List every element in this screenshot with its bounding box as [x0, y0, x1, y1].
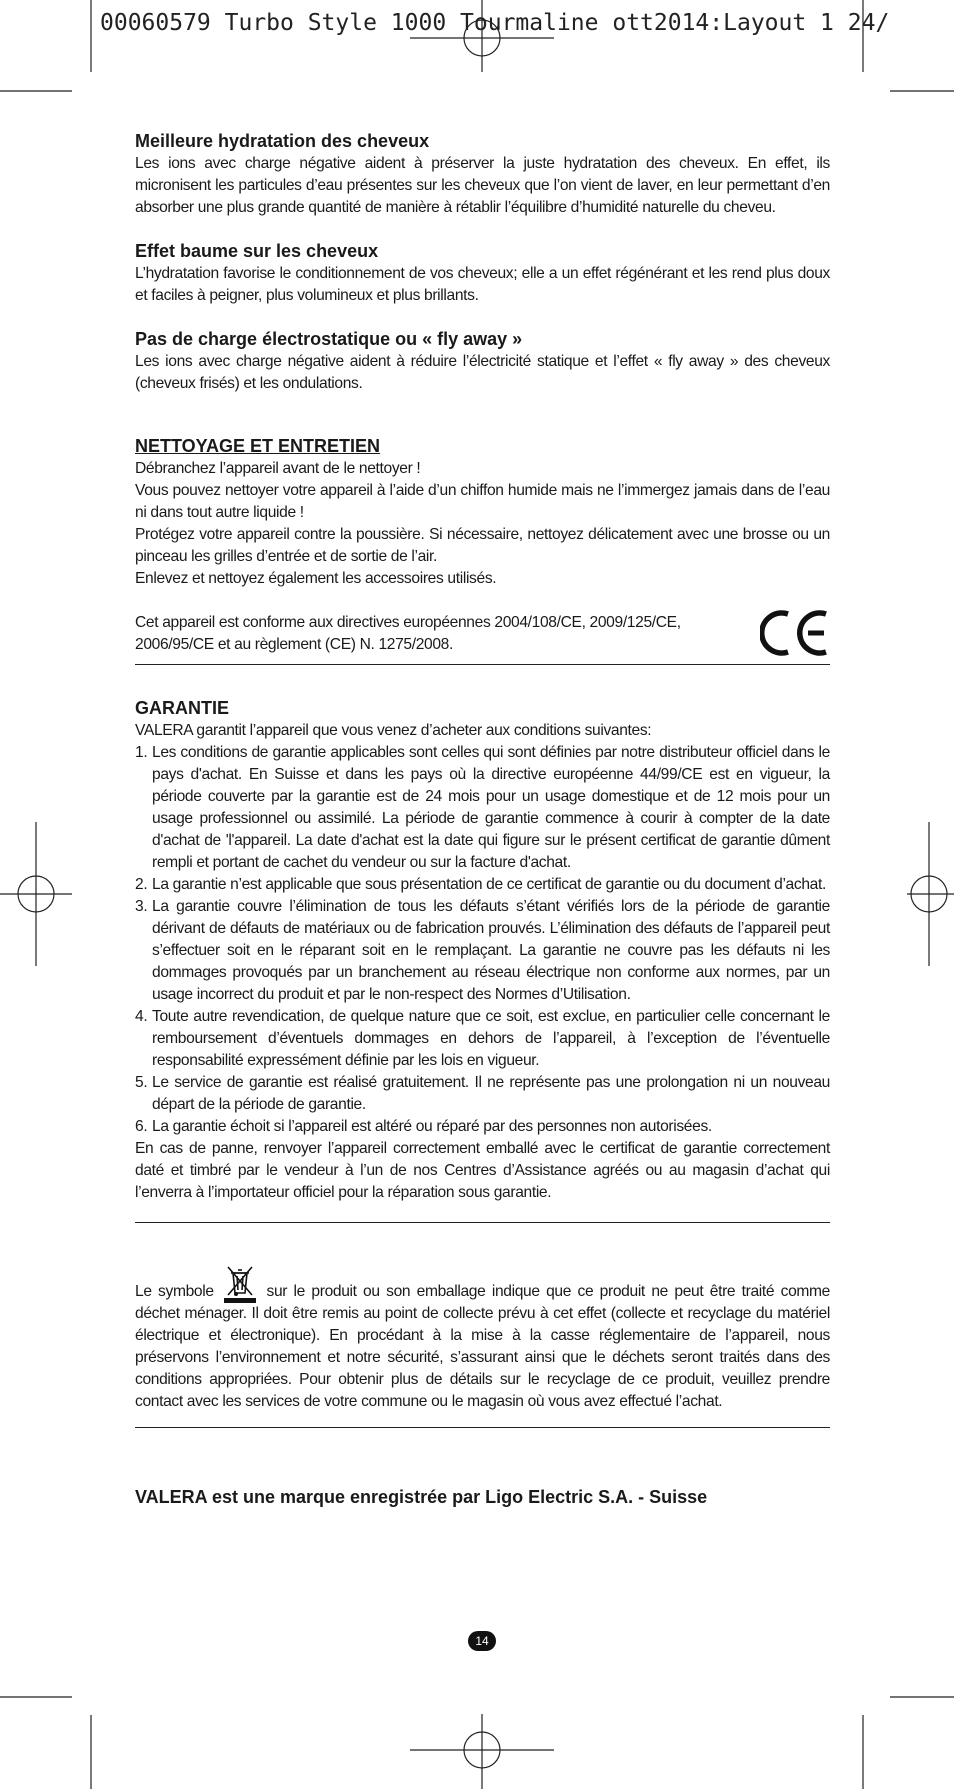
section-text: L’hydratation favorise le conditionnement de vos cheveux; elle a un effet régénérant et les rend plus doux et faciles à peigner, plus volumineux et plus brillants.	[135, 265, 830, 304]
section-text: Les ions avec charge négative aident à réduire l’électricité statique et l’effet « fly away » des cheveux (cheveux frisés) et les ondulations.	[135, 353, 830, 392]
brand-trademark-line: VALERA est une marque enregistrée par Ligo Electric S.A. - Suisse	[135, 1487, 708, 1507]
section-hydration	[135, 130, 830, 219]
document-body	[135, 130, 830, 1509]
section-static	[135, 328, 830, 395]
list-number: 5.	[135, 1074, 148, 1091]
crossed-bin-icon	[222, 1263, 258, 1303]
list-text: La garantie couvre l’élimination de tous les défauts s’étant vérifiés lors de la période de garantie dérivant de défauts de matériaux ou de fabrication prouvés. L’élimination des défauts de l’appareil peut s’effectuer soit en le réparant soit en le remplaçant. La garantie ne couvre pas les défauts ni les dommages provoqués par un branchement au réseau électrique non conforme aux normes, par un usage incorrect du produit et par le non-respect des Normes d’Utilisation.	[152, 898, 830, 1003]
list-item	[135, 742, 830, 874]
divider	[135, 664, 830, 665]
cleaning-line: Enlevez et nettoyez également les accessoires utilisés.	[135, 570, 497, 587]
section-title: Meilleure hydratation des cheveux	[135, 131, 430, 151]
list-item	[135, 1072, 830, 1116]
section-title: GARANTIE	[135, 698, 229, 718]
list-number: 1.	[135, 744, 148, 761]
section-title: Effet baume sur les cheveux	[135, 241, 379, 261]
section-text: Les ions avec charge négative aident à préserver la juste hydratation des cheveux. En effet, ils micronisent les particules d’eau présentes sur les cheveux que l’on vient de laver, en leur permettant d’en absorber une plus grande quantité de manière à rétablir l’équilibre d’humidité naturelle du cheveu.	[135, 155, 830, 216]
list-item	[135, 874, 830, 896]
registration-mark-bottom	[410, 1714, 554, 1789]
section-warranty	[135, 697, 830, 1204]
list-item	[135, 1116, 830, 1138]
list-text: La garantie n’est applicable que sous présentation de ce certificat de garantie ou du document d’achat.	[152, 876, 826, 893]
list-text: Toute autre revendication, de quelque nature que ce soit, est exclue, en particulier celle concernant le remboursement d’éventuels dommages en dehors de l’appareil, à l’exception de l’éventuelle responsabilité expressément définie par les lois en vigueur.	[152, 1008, 830, 1069]
section-weee	[135, 1222, 830, 1428]
section-title: Pas de charge électrostatique ou « fly away »	[135, 329, 523, 349]
cleaning-line: Vous pouvez nettoyer votre appareil à l’aide d’un chiffon humide mais ne l’immergez jamais dans de l’eau ni dans tout autre liquide !	[135, 482, 830, 521]
registration-mark-left	[0, 822, 72, 966]
list-item	[135, 1006, 830, 1072]
list-text: Les conditions de garantie applicables sont celles qui sont définies par notre distributeur officiel dans le pays d'achat. En Suisse et dans les pays où la directive européenne 44/99/CE est en vigueur, la période couverte par la garantie est de 24 mois pour un usage domestique et de 12 mois pour un usage professionnel ou assimilé. La période de garantie commence à courir à compter de la date d'achat de 'l'appareil. La date d'achat est la date qui figure sur le présent certificat de garantie dûment rempli et portant de cachet du vendeur ou sur la facture d'achat.	[152, 744, 830, 871]
list-text: Le service de garantie est réalisé gratuitement. Il ne représente pas une prolongation ni un nouveau départ de la période de garantie.	[152, 1074, 830, 1113]
warranty-conditions-list	[135, 742, 830, 1138]
print-slug: 00060579 Turbo Style 1000 Tourmaline ott2014:Layout 1 24/	[100, 10, 890, 36]
cleaning-line: Débranchez l’appareil avant de le nettoyer !	[135, 460, 421, 477]
registration-mark-right	[907, 822, 954, 966]
ce-mark-icon	[760, 608, 830, 658]
list-number: 4.	[135, 1008, 148, 1025]
warranty-outro: En cas de panne, renvoyer l’appareil correctement emballé avec le certificat de garantie correctement daté et timbré par le vendeur à l’un de nos Centres d’Assistance agréés ou au magasin d’achat qui l’enverra à l’importateur officiel pour la réparation sous garantie.	[135, 1140, 830, 1201]
list-number: 6.	[135, 1118, 148, 1135]
section-title: NETTOYAGE ET ENTRETIEN	[135, 436, 381, 456]
section-cleaning	[135, 435, 830, 665]
warranty-intro: VALERA garantit l’appareil que vous venez d’acheter aux conditions suivantes:	[135, 722, 652, 739]
cleaning-line: Protégez votre appareil contre la poussière. Si nécessaire, nettoyez délicatement avec une brosse ou un pinceau les grilles d’entrée et de sortie de l’air.	[135, 526, 830, 565]
page-number-badge: 14	[468, 1631, 496, 1651]
registration-mark-top	[410, 0, 554, 72]
weee-text	[135, 1263, 830, 1413]
list-item	[135, 896, 830, 1006]
section-baume	[135, 240, 830, 307]
list-number: 3.	[135, 898, 148, 915]
weee-text-before: Le symbole	[135, 1283, 214, 1300]
list-number: 2.	[135, 876, 148, 893]
list-text: La garantie échoit si l’appareil est altéré ou réparé par des personnes non autorisées.	[152, 1118, 712, 1135]
conformity-row	[135, 612, 830, 656]
conformity-text: Cet appareil est conforme aux directives européennes 2004/108/CE, 2009/125/CE, 2006/95/CE et au règlement (CE) N. 1275/2008.	[135, 614, 681, 653]
weee-text-after: sur le produit ou son emballage indique que ce produit ne peut être traité comme déchet ménager. Il doit être remis au point de collecte prévu à cet effet (collecte et recyclage du matériel électrique et électronique). En procédant à la mise à la casse réglementaire de l’appareil, nous préservons l’environnement et notre sécurité, s’assurant ainsi que le déchets seront traités dans des conditions appropriées. Pour obtenir plus de détails sur le recyclage de ce produit, veuillez prendre contact avec les services de votre commune ou le magasin où vous avez effectué l’achat.	[135, 1283, 831, 1410]
